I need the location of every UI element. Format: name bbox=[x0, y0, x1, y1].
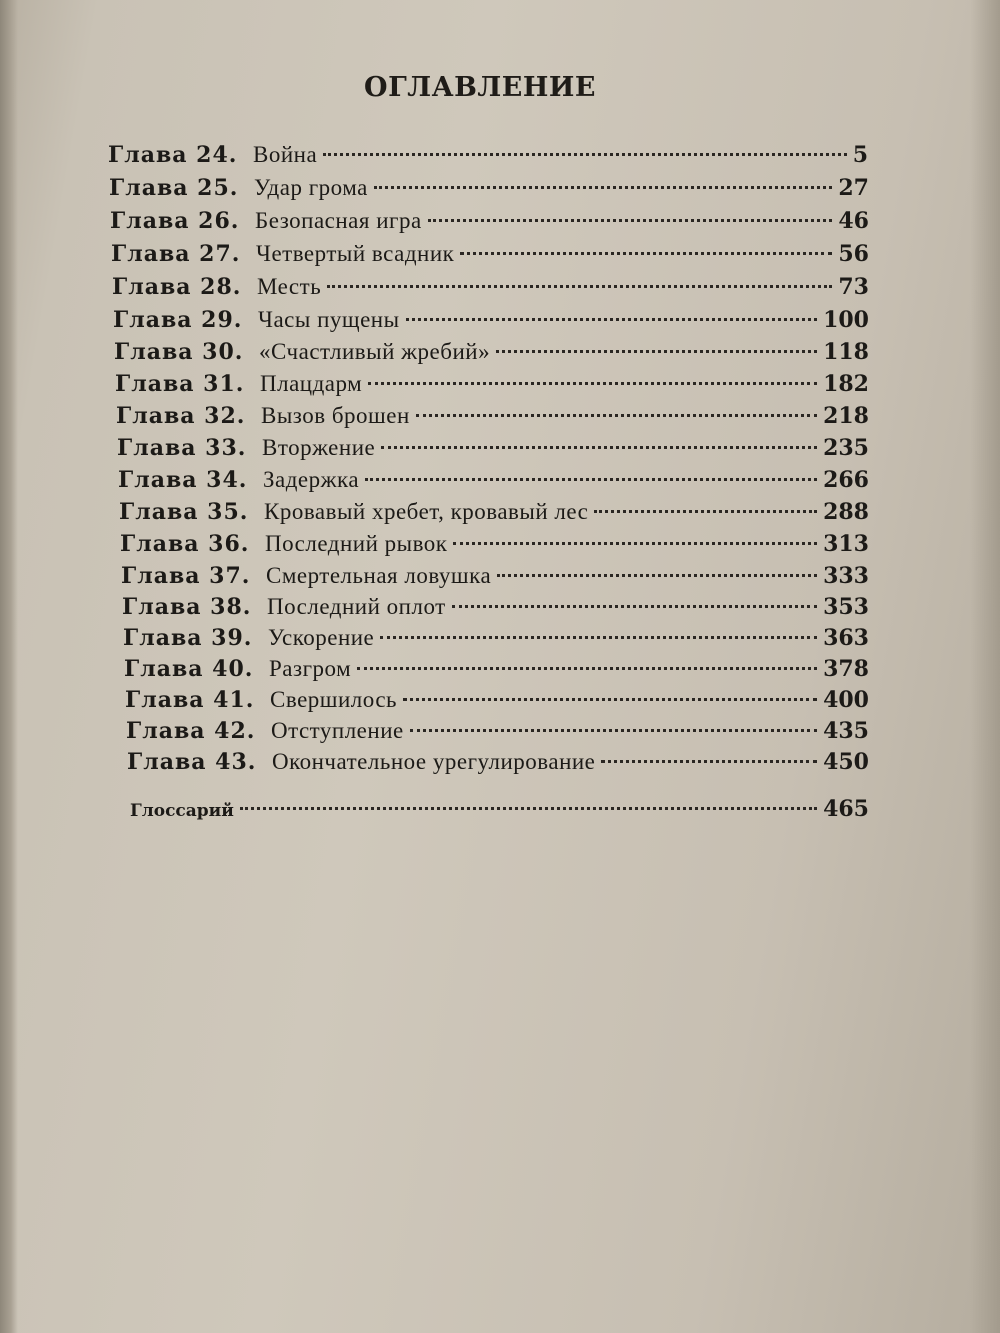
page-number: 266 bbox=[823, 467, 869, 493]
leader-dots bbox=[416, 414, 817, 417]
chapter-title: Отступление bbox=[271, 718, 404, 743]
toc-entry bbox=[119, 499, 869, 531]
chapter-label: Глава 36. bbox=[120, 531, 250, 557]
page-number: 100 bbox=[823, 307, 869, 333]
chapter-title: Часы пущены bbox=[258, 307, 400, 332]
toc-entry bbox=[108, 142, 868, 174]
chapter-title: Вторжение bbox=[262, 435, 376, 460]
toc-entry bbox=[117, 435, 869, 467]
chapter-label: Глава 26. bbox=[110, 208, 240, 234]
page-number: 73 bbox=[838, 274, 869, 300]
toc-entry bbox=[116, 403, 869, 435]
toc-entry bbox=[127, 749, 869, 781]
toc-entry bbox=[120, 531, 869, 563]
page-number: 333 bbox=[823, 563, 869, 589]
chapter-title: Разгром bbox=[269, 656, 352, 681]
chapter-title: Окончательное урегулирование bbox=[272, 749, 596, 774]
glossary-title: Глоссарий bbox=[130, 801, 234, 821]
page-title: ОГЛАВЛЕНИЕ bbox=[364, 72, 596, 103]
page-number: 450 bbox=[823, 749, 869, 775]
chapter-label: Глава 42. bbox=[126, 718, 256, 744]
leader-dots bbox=[496, 350, 817, 353]
chapter-label: Глава 40. bbox=[124, 656, 254, 682]
chapter-title: Четвертый всадник bbox=[256, 241, 455, 266]
page-number: 218 bbox=[823, 403, 869, 429]
chapter-title: Ускорение bbox=[268, 625, 375, 650]
leader-dots bbox=[497, 574, 817, 577]
page-number: 46 bbox=[838, 208, 869, 234]
leader-dots bbox=[410, 729, 817, 732]
chapter-label: Глава 38. bbox=[122, 594, 252, 620]
page-number: 182 bbox=[823, 371, 869, 397]
toc-entry bbox=[126, 718, 869, 750]
chapter-label: Глава 27. bbox=[111, 241, 241, 267]
leader-dots bbox=[460, 252, 832, 255]
chapter-label: Глава 24. bbox=[108, 142, 238, 168]
chapter-title: «Счастливый жребий» bbox=[259, 339, 491, 364]
leader-dots bbox=[453, 542, 817, 545]
toc-entry bbox=[118, 467, 869, 499]
page-number: 5 bbox=[852, 142, 868, 168]
page-number: 353 bbox=[823, 594, 869, 620]
page-number: 118 bbox=[823, 339, 869, 365]
toc-entry bbox=[109, 175, 869, 207]
toc-entry bbox=[122, 594, 869, 626]
chapter-label: Глава 25. bbox=[109, 175, 239, 201]
leader-dots bbox=[368, 382, 817, 385]
toc-entry bbox=[121, 563, 869, 595]
toc-entry bbox=[110, 208, 869, 240]
chapter-title: Кровавый хребет, кровавый лес bbox=[264, 499, 589, 524]
chapter-label: Глава 28. bbox=[112, 274, 242, 300]
leader-dots bbox=[365, 478, 817, 481]
leader-dots bbox=[323, 153, 847, 156]
leader-dots bbox=[428, 219, 833, 222]
toc-entry-glossary bbox=[130, 796, 869, 828]
leader-dots bbox=[327, 285, 832, 288]
chapter-label: Глава 39. bbox=[123, 625, 253, 651]
chapter-label: Глава 32. bbox=[116, 403, 246, 429]
chapter-title: Плацдарм bbox=[260, 371, 363, 396]
chapter-title: Безопасная игра bbox=[255, 208, 422, 233]
page-number: 235 bbox=[823, 435, 869, 461]
leader-dots bbox=[406, 318, 818, 321]
leader-dots bbox=[601, 760, 817, 763]
page-number: 288 bbox=[823, 499, 869, 525]
leader-dots bbox=[374, 186, 833, 189]
toc-entry bbox=[125, 687, 869, 719]
leader-dots bbox=[381, 446, 817, 449]
chapter-title: Последний рывок bbox=[265, 531, 448, 556]
chapter-label: Глава 30. bbox=[114, 339, 244, 365]
page-number: 363 bbox=[823, 625, 869, 651]
leader-dots bbox=[240, 807, 817, 810]
chapter-label: Глава 34. bbox=[118, 467, 248, 493]
leader-dots bbox=[594, 510, 817, 513]
chapter-title: Удар грома bbox=[254, 175, 368, 200]
chapter-label: Глава 37. bbox=[121, 563, 251, 589]
page-number: 435 bbox=[823, 718, 869, 744]
chapter-title: Последний оплот bbox=[267, 594, 446, 619]
chapter-label: Глава 35. bbox=[119, 499, 249, 525]
leader-dots bbox=[452, 605, 817, 608]
chapter-label: Глава 33. bbox=[117, 435, 247, 461]
page-number: 313 bbox=[823, 531, 869, 557]
chapter-title: Вызов брошен bbox=[261, 403, 410, 428]
toc-entry bbox=[123, 625, 869, 657]
chapter-label: Глава 31. bbox=[115, 371, 245, 397]
page-number: 27 bbox=[838, 175, 869, 201]
chapter-title: Смертельная ловушка bbox=[266, 563, 492, 588]
toc-entry bbox=[111, 241, 869, 273]
toc-entry bbox=[112, 274, 869, 306]
page-number: 56 bbox=[838, 241, 869, 267]
chapter-title: Свершилось bbox=[270, 687, 398, 712]
page-number: 400 bbox=[823, 687, 869, 713]
leader-dots bbox=[357, 667, 817, 670]
chapter-title: Месть bbox=[257, 274, 322, 299]
leader-dots bbox=[380, 636, 817, 639]
chapter-title: Задержка bbox=[263, 467, 360, 492]
toc-entry bbox=[115, 371, 869, 403]
leader-dots bbox=[403, 698, 817, 701]
page-number: 465 bbox=[823, 796, 869, 822]
page-number: 378 bbox=[823, 656, 869, 682]
toc-entry bbox=[124, 656, 869, 688]
chapter-title: Война bbox=[253, 142, 318, 167]
toc-entry bbox=[114, 339, 869, 371]
page-edge-shadow bbox=[970, 0, 1000, 1333]
chapter-label: Глава 43. bbox=[127, 749, 257, 775]
chapter-label: Глава 29. bbox=[113, 307, 243, 333]
page-fold-shadow bbox=[0, 0, 18, 1333]
chapter-label: Глава 41. bbox=[125, 687, 255, 713]
toc-entry bbox=[113, 307, 869, 339]
